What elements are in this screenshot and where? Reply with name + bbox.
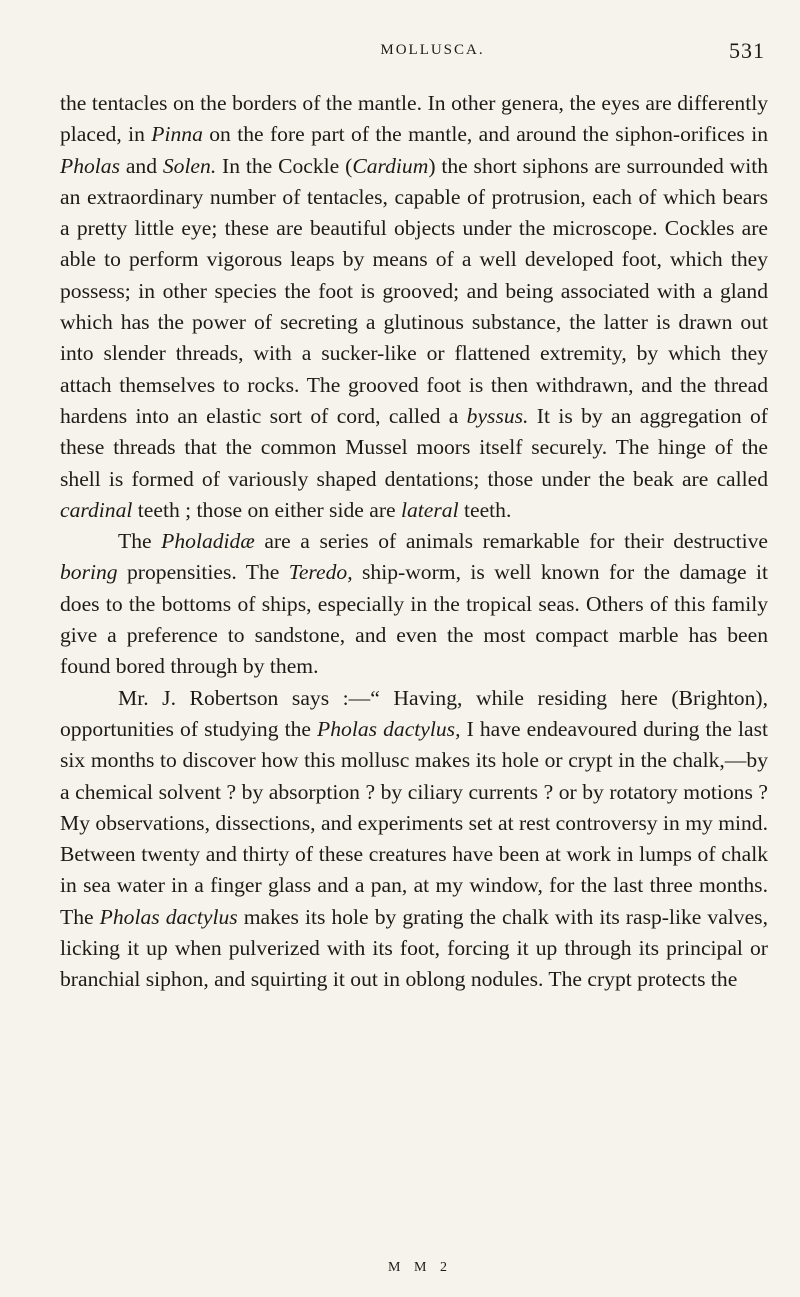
text-run: are a series of animals remarkable for their destructive: [254, 529, 768, 554]
text-run: I have endeavoured during the last six months to discover how this mollusc makes its hole or crypt in the chalk,—by a chemical solvent ? by absorption ? by ciliary currents ? or by rotatory motions ? My observations, dissections, and experiments set at rest controversy in my mind. Between twenty and thirty of these creatures have been at work in lumps of chalk in sea water in a finger glass and a pan, at my window, for the last three months. The: [60, 716, 768, 929]
italic-term: Pholas: [60, 153, 120, 178]
page-number: 531: [729, 38, 765, 63]
text-run: It is by an aggregation of these threads that the common Mussel moors itself securely. The hinge of the shell is formed of variously shaped dentations; those under the beak are called: [60, 403, 768, 491]
text-run: Mr. J. Robertson says :—“ Having, while residing here (Brighton), opportunities of studying the: [60, 685, 768, 741]
italic-term: Cardium: [352, 153, 429, 178]
text-run: and: [119, 153, 163, 178]
paragraph-pholadidae: [60, 526, 768, 682]
page-header: [60, 38, 765, 68]
italic-term: Solen.: [162, 153, 217, 178]
italic-term: Pholas dactylus: [99, 904, 238, 929]
text-run: makes its hole by grating the chalk with its rasp-like valves, licking it up when pulverized with its foot, forcing it up through its principal or branchial siphon, and squirting it out in oblong nodules. The crypt protects the: [60, 904, 768, 992]
italic-term: cardinal: [60, 497, 133, 522]
italic-term: byssus.: [466, 403, 529, 428]
italic-term: Pholadidæ: [161, 529, 255, 554]
body-text: [60, 88, 768, 996]
text-run: ship-worm, is well known for the damage it does to the bottoms of ships, especially in the tropical seas. Others of this family give a preference to sandstone, and even the most compact marble has been found bored through by them.: [60, 560, 768, 679]
italic-term: lateral: [401, 497, 459, 522]
italic-term: Teredo,: [288, 560, 353, 585]
text-run: teeth ; those on either side are: [132, 497, 401, 522]
italic-term: Pholas dactylus,: [317, 716, 461, 741]
text-run: The: [118, 529, 162, 554]
text-run: ) the short siphons are surrounded with an extraordinary number of tentacles, capable of protrusion, each of which bears a pretty little eye; these are beautiful objects under the microscope. Cockles are able to perform vigorous leaps by means of a well developed foot, which they possess; in other species the foot is grooved; and being associated with a gland which has the power of secreting a glutinous substance, the latter is drawn out into slender threads, with a sucker-like or flattened extremity, by which they attach themselves to rocks. The grooved foot is then withdrawn, and the thread hardens into an elastic sort of cord, called a: [60, 153, 768, 428]
text-run: propensities. The: [117, 560, 289, 585]
paragraph-tentacles: [60, 88, 768, 526]
paragraph-robertson-quote: [60, 683, 768, 996]
text-run: teeth.: [458, 497, 512, 522]
text-run: the tentacles on the borders of the mantle. In other genera, the eyes are differently placed, in: [60, 91, 768, 147]
italic-term: Pinna: [151, 122, 203, 147]
italic-term: boring: [60, 560, 118, 585]
running-head: MOLLUSCA.: [380, 42, 485, 58]
text-run: In the Cockle (: [216, 153, 353, 178]
printer-signature: M M 2: [388, 1260, 452, 1275]
text-run: on the fore part of the mantle, and around the siphon-orifices in: [202, 122, 768, 147]
